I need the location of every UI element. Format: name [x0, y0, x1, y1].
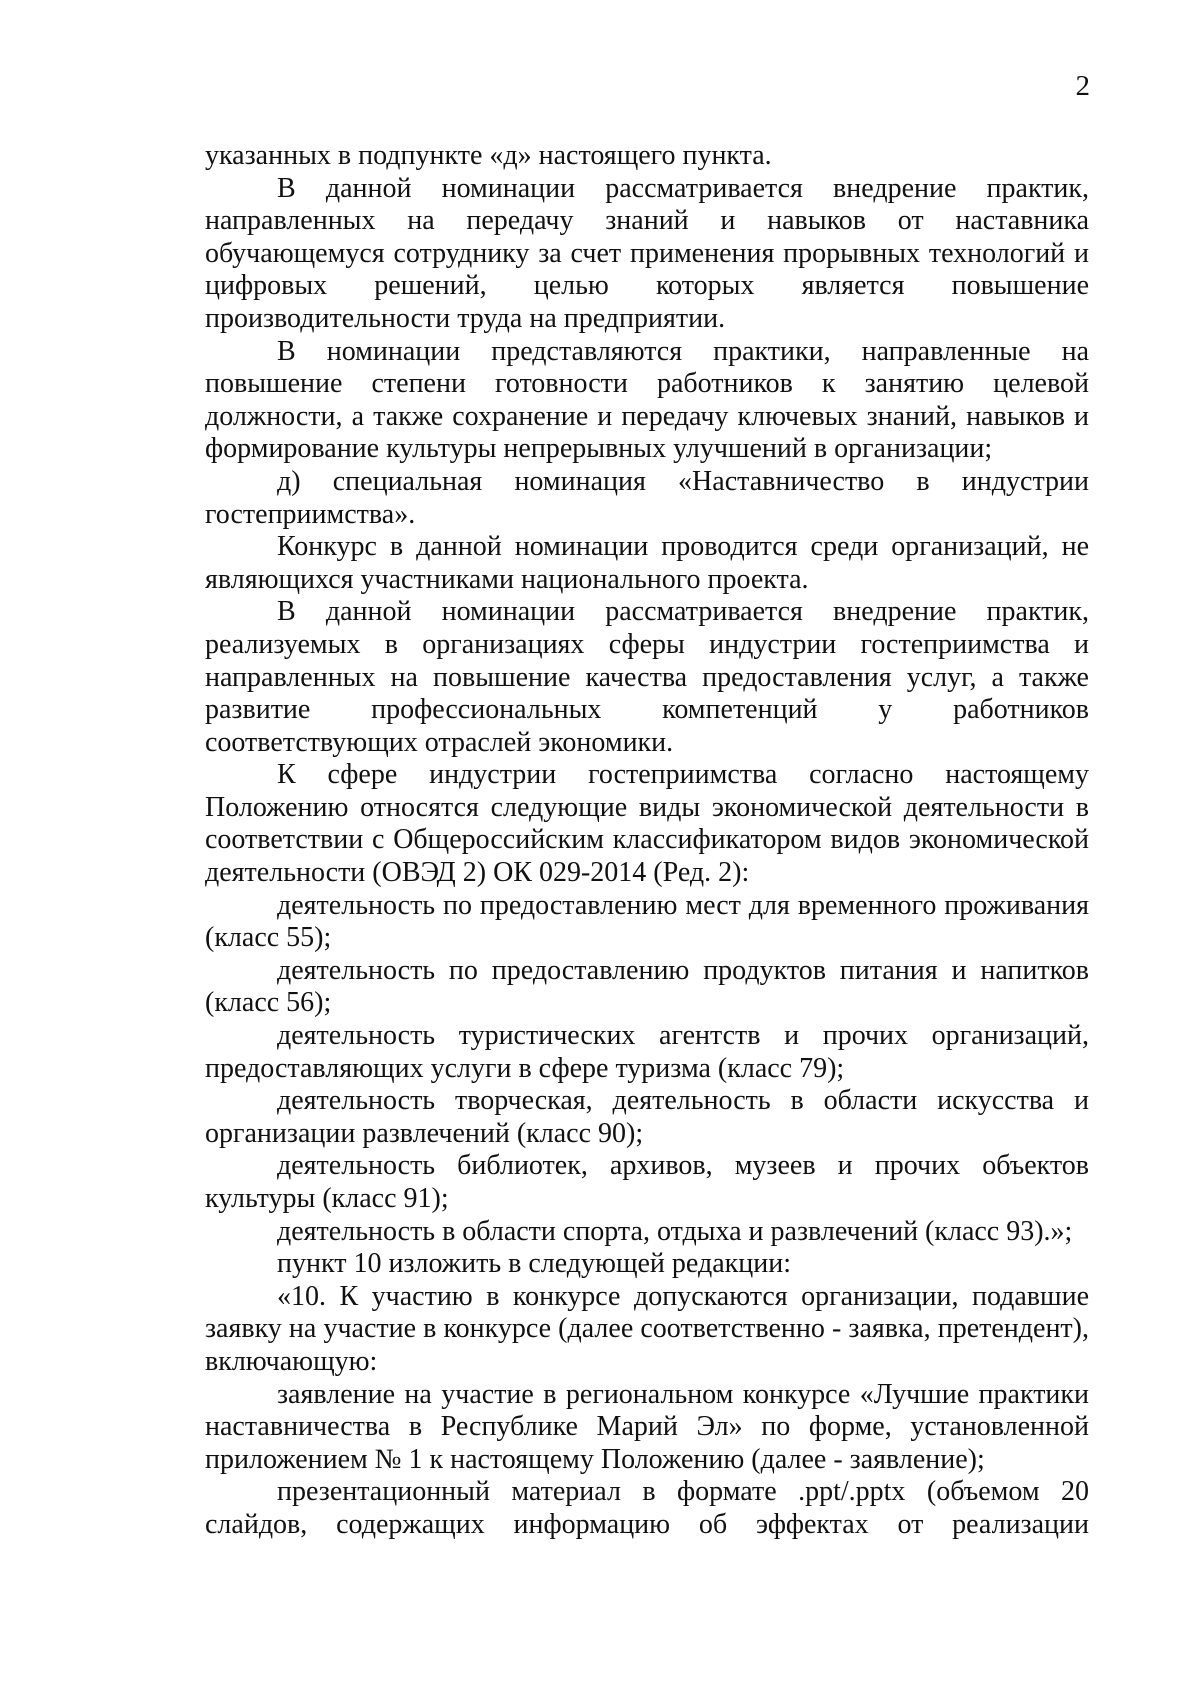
paragraph-2: В данной номинации рассматривается внедрение практик, направленных на передачу знаний и навыков от наставника обучающемуся сотруднику за счет применения прорывных технологий и цифровых решений, целью которых является повышение производительности труда на предприятии.: [205, 172, 1089, 334]
paragraph-14: пункт 10 изложить в следующей редакции:: [277, 1248, 791, 1280]
paragraph-4: д) специальная номинация «Наставничество в индустрии гостеприимства».: [205, 465, 1089, 530]
paragraph-12: деятельность библиотек, архивов, музеев и прочих объектов культуры (класс 91);: [205, 1150, 1089, 1214]
paragraph-16: заявление на участие в региональном конкурсе «Лучшие практики наставничества в Республике Марий Эл» по форме, установленной приложением № 1 к настоящему Положению (далее - заявление);: [205, 1378, 1089, 1475]
paragraph-11: деятельность творческая, деятельность в области искусства и организации развлечений (класс 90);: [205, 1085, 1089, 1149]
paragraph-17: презентационный материал в формате .ppt/.pptx (объемом 20 слайдов, содержащих информацию об эффектах от реализации: [205, 1476, 1089, 1540]
paragraph-3: В номинации представляются практики, направленные на повышение степени готовности работников к занятию целевой должности, а также сохранение и передачу ключевых знаний, навыков и формирование культуры непрерывных улучшений в организации;: [205, 335, 1089, 465]
paragraph-5: Конкурс в данной номинации проводится среди организаций, не являющихся участниками национального проекта.: [205, 531, 1089, 595]
document-body: [205, 140, 1089, 1542]
paragraph-9: деятельность по предоставлению продуктов питания и напитков (класс 56);: [205, 954, 1089, 1019]
paragraph-10: деятельность туристических агентств и прочих организаций, предоставляющих услуги в сфере туризма (класс 79);: [205, 1020, 1089, 1084]
paragraph-15: «10. К участию в конкурсе допускаются организации, подавшие заявку на участие в конкурсе (далее соответственно - заявка, претендент), включающую:: [205, 1280, 1089, 1377]
page-number: 2: [1075, 70, 1090, 102]
paragraph-8: деятельность по предоставлению мест для временного проживания (класс 55);: [205, 889, 1089, 954]
paragraph-1: указанных в подпункте «д» настоящего пункта.: [205, 140, 772, 171]
paragraph-7: К сфере индустрии гостеприимства согласно настоящему Положению относятся следующие виды экономической деятельности в соответствии с Общероссийским классификатором видов экономической деятельности (ОВЭД 2) ОК 029-2014 (Ред. 2):: [205, 759, 1089, 889]
paragraph-13: деятельность в области спорта, отдыха и развлечений (класс 93).»;: [277, 1215, 1073, 1247]
paragraph-6: В данной номинации рассматривается внедрение практик, реализуемых в организациях сферы индустрии гостеприимства и направленных на повышение качества предоставления услуг, а также развитие профессиональных компетенций у работников соответствующих отраслей экономики.: [205, 596, 1089, 758]
